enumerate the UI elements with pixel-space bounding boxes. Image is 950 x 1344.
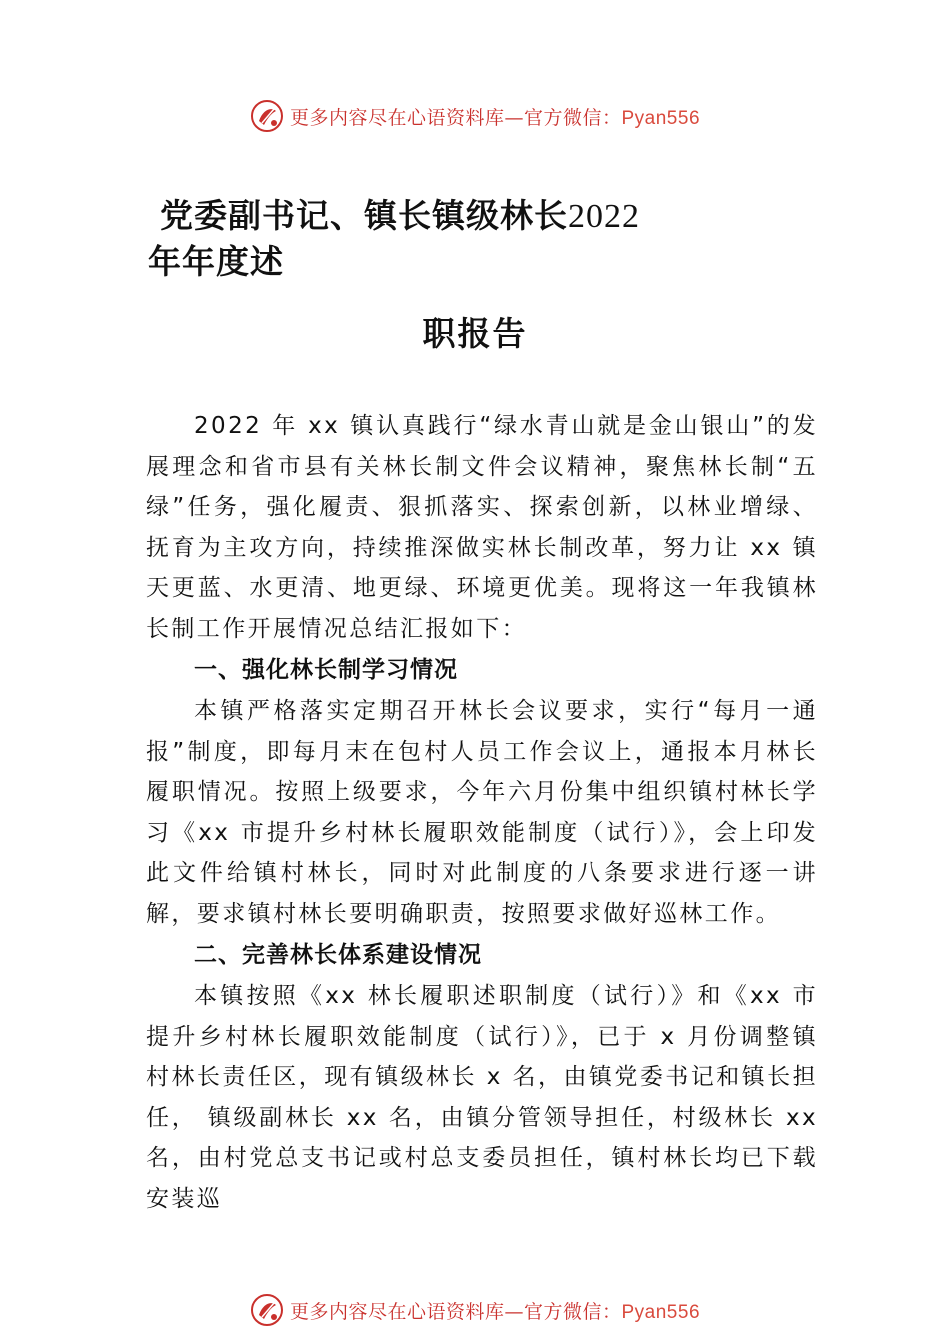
- document-title-line2: 年年度述: [148, 242, 284, 281]
- watermark-logo-icon: [250, 1293, 284, 1327]
- document-title-line1: 党委副书记、镇长镇级林长2022: [160, 196, 640, 235]
- section1-paragraph: 本镇严格落实定期召开林长会议要求，实行“每月一通报”制度，即每月末在包村人员工作会议上，通报本月林长履职情况。按照上级要求，今年六月份集中组织镇村林长学习《xx 市提升乡村林长履职效能制度（试行）》，会上印发此文件给镇村林长，同时对此制度的八条要求进行逐一讲解，要求镇村林长要明确职责，按照要求做好巡林工作。: [146, 698, 818, 927]
- document-title-year: 2022: [568, 198, 640, 235]
- watermark-logo-icon: [250, 99, 284, 133]
- intro-paragraph: 2022 年 xx 镇认真践行“绿水青山就是金山银山”的发展理念和省市县有关林长制文件会议精神，聚焦林长制“五绿”任务，强化履责、狠抓落实、探索创新，以林业增绿、 抚育为主攻方向，持续推深做实林长制改革，努力让 xx 镇天更蓝、水更清、地更绿、环境更优美。现将这一年我镇林长制工作开展情况总结汇报如下：: [146, 413, 818, 642]
- document-body: [146, 406, 818, 1219]
- document-title-line3: 职报告: [422, 314, 528, 353]
- section2-heading: 二、完善林长体系建设情况: [194, 942, 482, 968]
- watermark-text: 更多内容尽在心语资料库—官方微信：Pyan556: [289, 106, 701, 129]
- header-watermark: [0, 96, 950, 136]
- section1-heading: 一、强化林长制学习情况: [194, 657, 458, 683]
- watermark-text: 更多内容尽在心语资料库—官方微信：Pyan556: [289, 1300, 701, 1323]
- section2-paragraph: 本镇按照《xx 林长履职述职制度（试行）》和《xx 市提升乡村林长履职效能制度（试行）》，已于 x 月份调整镇村林长责任区，现有镇级林长 x 名，由镇党委书记和镇长担任， 镇级副林长 xx 名，由镇分管领导担任，村级林长 xx 名，由村党总支书记或村总支委员担任，镇村林长均已下载安装巡: [146, 983, 818, 1212]
- watermark-id: Pyan556: [621, 1301, 701, 1323]
- footer-watermark: [0, 1290, 950, 1330]
- watermark-id: Pyan556: [621, 107, 701, 129]
